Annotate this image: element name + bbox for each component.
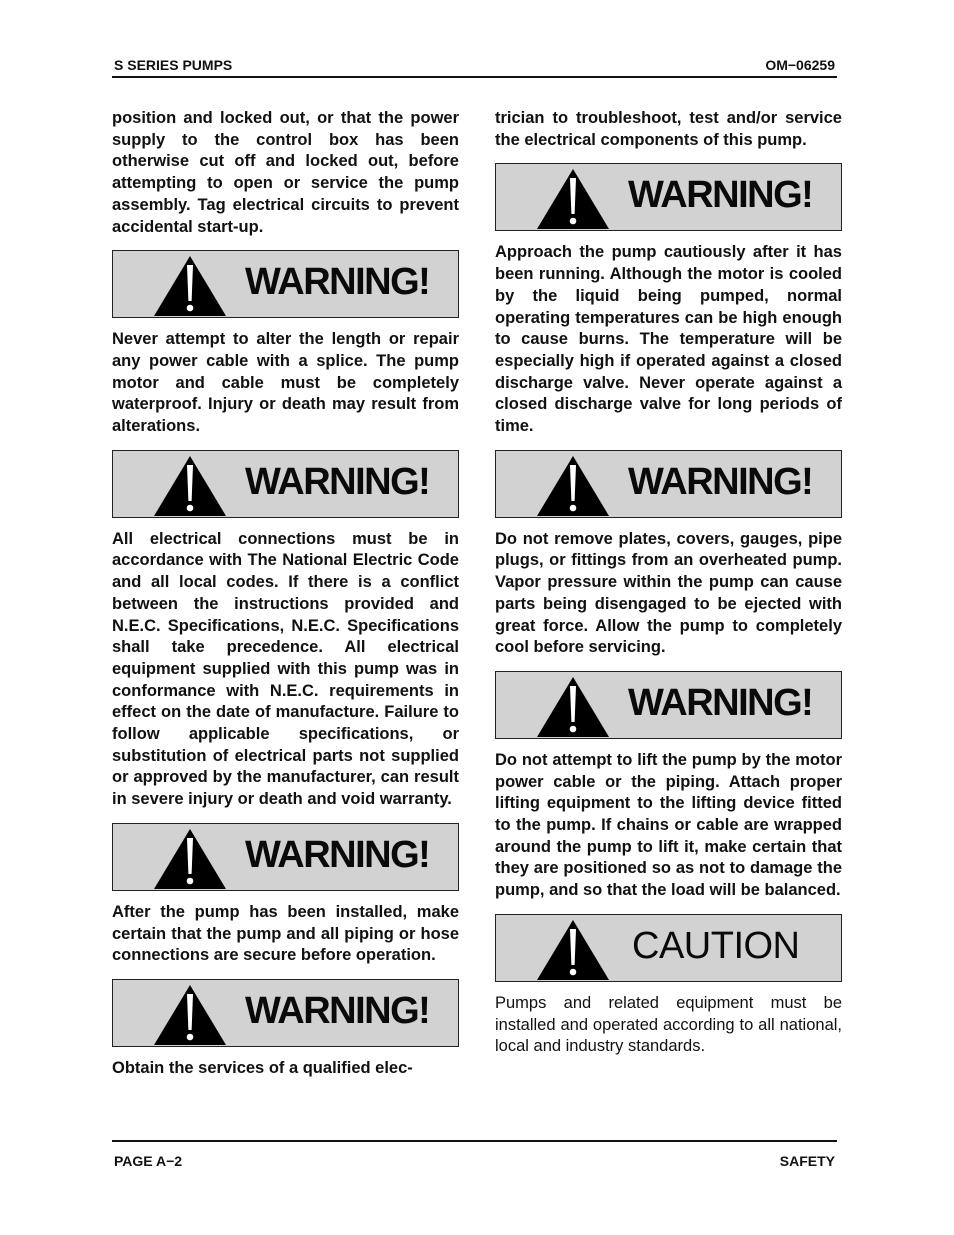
exclamation-triangle-icon (153, 255, 227, 317)
exclamation-triangle-icon (536, 455, 610, 517)
page-header (112, 56, 837, 78)
warning-box (112, 450, 459, 518)
paragraph: All electrical connections must be in accordance with The National Electric Code and all local codes. If there is a conflict between the instructions provided and N.E.C. Specifications, N.E.C. Specifications shall take precedence. All electrical equipment supplied with this pump was in conformance with N.E.C. requirements in effect on the date of manufacture. Failure to follow applicable specifications, or substitution of electrical parts not supplied or approved by the manufacturer, can result in severe injury or death and void warranty. (112, 529, 459, 809)
warning-box (495, 450, 842, 518)
warning-box (495, 163, 842, 231)
warning-label: WARNING! (628, 460, 813, 503)
warning-label: WARNING! (628, 174, 813, 217)
exclamation-triangle-icon (536, 919, 610, 981)
exclamation-triangle-icon (536, 676, 610, 738)
header-series: S SERIES PUMPS (114, 57, 233, 73)
exclamation-triangle-icon (153, 828, 227, 890)
paragraph: Approach the pump cautiously after it has been running. Although the motor is cooled by the liquid being pumped, normal operating temperatures can be high enough to cause burns. The temperature will be especially high if operated against a closed discharge valve. Never operate against a closed discharge valve for long periods of time. (495, 243, 842, 436)
paragraph: After the pump has been installed, make certain that the pump and all piping or hose connections are secure before operation. (112, 902, 459, 965)
warning-label: WARNING! (245, 989, 430, 1032)
paragraph: Never attempt to alter the length or repair any power cable with a splice. The pump motor and cable must be completely waterproof. Injury or death may result from alterations. (112, 330, 459, 436)
caution-label: CAUTION (632, 924, 800, 967)
warning-box (495, 671, 842, 739)
paragraph: Obtain the services of a qualified elec- (112, 1058, 413, 1077)
warning-box (112, 979, 459, 1047)
left-column (112, 108, 459, 1080)
warning-box (112, 823, 459, 891)
exclamation-triangle-icon (153, 984, 227, 1046)
exclamation-triangle-icon (153, 455, 227, 517)
warning-label: WARNING! (245, 261, 430, 304)
warning-label: WARNING! (245, 833, 430, 876)
paragraph: trician to troubleshoot, test and/or service the electrical components of this pump. (495, 109, 842, 149)
warning-label: WARNING! (628, 681, 813, 724)
right-column (495, 108, 842, 1058)
page-footer (112, 1140, 837, 1170)
footer-page-number: PAGE A−2 (114, 1153, 183, 1169)
caution-box (495, 914, 842, 982)
header-doc-number: OM−06259 (765, 57, 835, 73)
paragraph: Pumps and related equipment must be installed and operated according to all national, local and industry standards. (495, 993, 842, 1056)
paragraph: Do not remove plates, covers, gauges, pipe plugs, or fittings from an overheated pump. Vapor pressure within the pump can cause parts being disengaged to be ejected with great force. Allow the pump to completely cool before servicing. (495, 529, 842, 657)
paragraph: position and locked out, or that the power supply to the control box has been otherwise cut off and locked out, before attempting to open or service the pump assembly. Tag electrical circuits to prevent accidental start-up. (112, 109, 459, 236)
warning-label: WARNING! (245, 460, 430, 503)
footer-section: SAFETY (779, 1153, 835, 1169)
paragraph: Do not attempt to lift the pump by the motor power cable or the piping. Attach proper lifting equipment to the lifting device fitted to the pump. If chains or cable are wrapped around the pump to lift it, make certain that they are positioned so as not to damage the pump, and so that the load will be balanced. (495, 750, 842, 900)
exclamation-triangle-icon (536, 168, 610, 230)
warning-box (112, 250, 459, 318)
